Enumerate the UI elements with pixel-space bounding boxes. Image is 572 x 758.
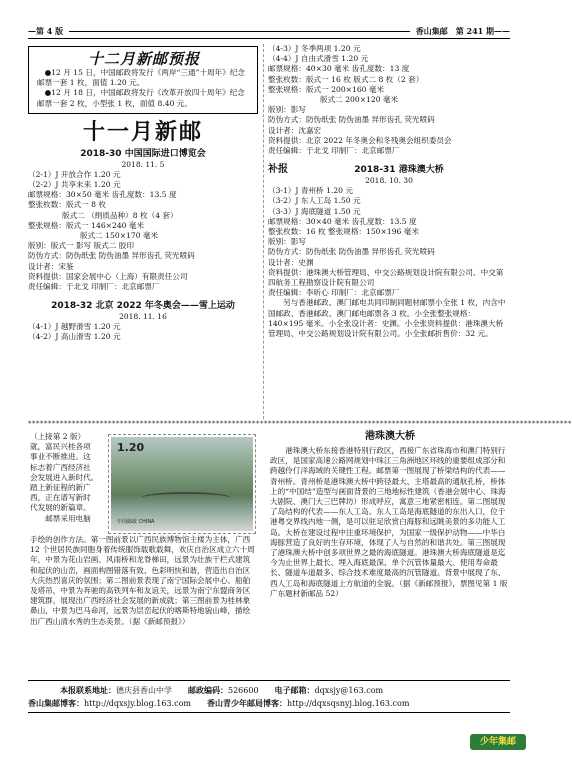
stamp-image <box>108 434 256 534</box>
article-paragraph: 手绘的创作方法。第一图前景以广西民族博物馆主楼为主体，广西 12 个世居民族同胞身着传统服饰载歌载舞，欢庆自治区成立六十周年，中景为花山岩画、风雨桥和龙脊梯田，远景为壮族干栏式建筑和起伏的山峦，画面构图错落有致、色彩明快和谐，营造出自治区大庆热烈喜庆的氛围；第二图前景表现了南宁国际会展中心、船舶及塔吊，中景为奔驰的高铁列车和友谊关，远景为南宁东盟商务区建筑群，展现出广西经济社会发展的新成就；第三图前景为桂林象鼻山，中景为巴马命河，远景为层峦起伏的喀斯特地貌山峰，描绘出广西山清水秀的生态美景。（据《新邮预报》） <box>30 535 255 626</box>
issue-31-line: 版别：影写 <box>268 237 306 247</box>
page-header <box>28 24 510 38</box>
footer-blog-row <box>28 697 520 710</box>
address-value: 德庆县香山中学 <box>116 686 172 695</box>
issue-31-line: 另与香港邮政、澳门邮电共同印制同题材邮票小全张 1 枚，内含中国邮政、香港邮政、澳门邮电邮票各 3 枚。小全张整张规格：140×195 毫米。小全张设计者：史渊。小全张资料提供：港珠澳大桥管理局、中交公路规划设计院有限公司。小全张邮折售价：32 元。 <box>268 298 506 339</box>
supplement-label: 补报 <box>268 164 288 176</box>
issue-31-line: 邮票规格：30×40 毫米 齿孔度数：13.5 度 <box>268 216 417 226</box>
blog-link[interactable]: http://dqxsjy.blog.163.com <box>84 699 191 708</box>
issue-31-line: 责任编辑：李昕心 印制厂：北京邮票厂 <box>268 288 400 298</box>
issue-32-title: 2018-32 北京 2022 年冬奥会——雪上运动 <box>51 301 235 312</box>
december-preview-item: ●12 月 18 日，中国邮政将发行《改革开放四十周年》纪念邮票一套 2 枚，小型张 1 枚，面值 8.40 元。 <box>37 88 245 108</box>
bridge-article-title: 港珠澳大桥 <box>365 431 415 442</box>
footer <box>28 684 520 710</box>
continued-label: （上接第 2 版） <box>30 432 86 441</box>
bridge-article-body <box>270 446 510 599</box>
issue-30-line: 责任编辑：于北戈 印制厂：北京邮票厂 <box>28 282 160 292</box>
lead-line: 标志着广西经济社 <box>30 462 91 472</box>
youth-blog-label: 香山青少年邮局博客： <box>206 698 287 708</box>
issue-31-line: 防伪方式：防伪纸张 防伪油墨 异形齿孔 荧光喷码 <box>268 247 435 257</box>
issue-31-line: （3-2）J 东人工岛 1.50 元 <box>268 196 361 206</box>
issue-30-line: 资料提供：国家会展中心（上海）有限责任公司 <box>28 271 188 281</box>
issue-32-line: 责任编辑：于北戈 印制厂：北京邮票厂 <box>268 146 400 156</box>
issue-30-line: （2-2）J 共享未来 1.20 元 <box>28 180 121 190</box>
issue-30-line: 设计者：宋鉴 <box>28 261 74 271</box>
issue-30-line: 版别：版式一 影写 版式二 胶印 <box>28 241 134 251</box>
issue-32-line: 资料提供：北京 2022 年冬奥会和冬残奥会组织委员会 <box>268 135 452 145</box>
page-number: —第 4 版 <box>28 25 64 36</box>
email-label: 电子邮箱： <box>274 685 315 695</box>
issue-31-line: 设计者：史渊 <box>268 257 314 267</box>
lead-line: 西，正在谱写新时 <box>30 493 91 503</box>
star-divider: **************************************************************************************************************************************** <box>28 420 572 428</box>
youth-philately-logo: 少年集邮 <box>470 734 526 750</box>
issue-32-line: （4-1）J 越野滑雪 1.20 元 <box>28 322 121 332</box>
right-column <box>268 44 510 339</box>
issue-31-date: 2018. 10. 30 <box>365 176 413 186</box>
left-column <box>28 44 258 343</box>
issue-30-line: 防伪方式：防伪纸张 防伪油墨 异形齿孔 荧光喷码 <box>28 251 195 261</box>
november-title: 十一月新邮 <box>82 119 203 145</box>
zip-value: 526600 <box>228 686 259 695</box>
issue-30-line: 整张规格：版式一 146×240 毫米 <box>28 220 145 230</box>
issue-32-line: 整张枚数：版式一 16 枚 版式二 8 枚（2 套） <box>268 74 424 84</box>
header-rule <box>28 38 510 39</box>
supplement-header <box>268 164 510 176</box>
issue-32-line: 整张规格：版式一 200×160 毫米 <box>268 84 385 94</box>
december-preview-box <box>28 46 258 114</box>
stamp-artwork <box>111 437 253 531</box>
lead-line: 代发展的新篇章。 <box>30 503 91 513</box>
issue-32-line: （4-3）J 冬季两项 1.20 元 <box>268 44 361 53</box>
footer-contact-row <box>60 684 520 697</box>
issue-32-date: 2018. 11. 16 <box>119 312 167 322</box>
lead-line: 踏上新征程的新广 <box>30 483 91 493</box>
issue-31-title: 2018-31 港珠澳大桥 <box>354 165 444 176</box>
email-link[interactable]: dqxsjy@163.com <box>314 686 384 695</box>
article-paragraph: 港珠澳大桥东接香港特别行政区，西接广东省珠海市和澳门特别行政区，是国家高速公路网规划中珠江三角洲地区环线的重要组成部分和跨越伶仃洋海域的关键性工程。邮票第一图展现了桥梁结构的代表——青州桥。青州桥是港珠澳大桥中跨径最大、主塔最高的通航孔桥，桥体上的“中国结”造型与画面背景的三地地标性建筑（香港会展中心、珠海大剧院、澳门大三巴牌坊）形成呼应，寓意三地紧密相连。第二图展现了岛结构的代表——东人工岛。东人工岛是海底隧道的东出入口，位于港粤交界线内地一侧，是可以驻足欣赏白海豚和远眺美景的多功能人工岛。大桥在建设过程中注重环境保护，为国家一级保护动物——中华白海豚营造了良好的生存环境，体现了人与自然的和谐共处。第三图展现了港珠澳大桥中创多项世界之最的海底隧道。港珠澳大桥海底隧道是迄今为止世界上最长、埋入海底最深、单个沉管体量最大、使用寿命最长、隧道车道最多、综合技术难度最高的沉管隧道。背景中展现了东、西人工岛和海底隧道上方航道的全貌。（据《新邮预报》，票图见第 1 版广东题材新邮品 52） <box>270 446 508 598</box>
footer-rule-bottom <box>28 712 510 713</box>
issue-32-line: 防伪方式：防伪纸张 防伪油墨 异形齿孔 荧光喷码 <box>268 115 435 125</box>
december-preview-title: 十二月新邮预报 <box>87 50 200 68</box>
issue-30-title: 2018-30 中国国际进口博览会 <box>80 148 206 159</box>
december-preview-item: ●12 月 15 日，中国邮政将发行《两岸“三通”十周年》纪念邮票一套 1 枚，面值 1.20 元。 <box>37 68 246 88</box>
stamp-bridge-shape <box>141 492 231 504</box>
issue-30-line: 版式二 （绢质品种）8 枚（4 套） <box>62 210 178 220</box>
lead-line: 事业不断推进。这 <box>30 452 91 462</box>
issue-30-line: （2-1）J 开放合作 1.20 元 <box>28 169 121 179</box>
youth-blog-link[interactable]: http://dqxsqsnyj.blog.163.com <box>286 699 410 708</box>
lead-line: 会发展进入新时代。 <box>30 472 99 482</box>
stamp-country: 中国邮政 CHINA <box>117 518 155 525</box>
issue-32-line: 邮票规格：40×30 毫米 齿孔度数：13 度 <box>268 64 410 74</box>
issue-32-line: 版别：影写 <box>268 105 306 115</box>
lead-line: 就，富民兴桂各项 <box>30 442 91 452</box>
issue-32-line: 设计者：沈嘉宏 <box>268 125 322 135</box>
issue-32-line: （4-4）J 自由式滑雪 1.20 元 <box>268 54 369 64</box>
blog-label: 香山集邮博客： <box>28 698 84 708</box>
address-label: 本报联系地址： <box>60 685 116 695</box>
issue-30-line: 邮票规格：30×50 毫米 齿孔度数：13.5 度 <box>28 190 177 200</box>
issue-32-line: 版式二 200×120 毫米 <box>320 95 399 105</box>
issue-30-line: 版式二 150×170 毫米 <box>80 231 159 241</box>
column-divider <box>263 44 264 419</box>
header-line <box>69 31 410 32</box>
paper-name: 香山集邮 <box>415 25 448 36</box>
issue-31-line: 资料提供：港珠澳大桥管理局、中交公路规划设计院有限公司、中交第四航务工程勘察设计院有限公司 <box>268 267 504 288</box>
issue-number: 第 241 期—— <box>455 25 510 36</box>
continued-article-body <box>30 535 256 627</box>
issue-30-date: 2018. 11. 5 <box>121 159 165 169</box>
footer-rule <box>28 680 510 681</box>
issue-32-line: （4-2）J 高山滑雪 1.20 元 <box>28 332 121 342</box>
issue-31-line: （3-3）J 海底隧道 1.50 元 <box>268 206 361 216</box>
lead-line: 邮票采用电脑 <box>45 513 91 523</box>
issue-30-line: 整张枚数：版式一 8 枚 <box>28 200 107 210</box>
zip-label: 邮政编码： <box>188 685 228 695</box>
issue-31-line: （3-1）J 青州桥 1.20 元 <box>268 186 353 196</box>
stamp-value: 1.20 <box>117 441 145 454</box>
issue-31-line: 整张枚数：16 枚 整张规格：150×196 毫米 <box>268 227 419 237</box>
